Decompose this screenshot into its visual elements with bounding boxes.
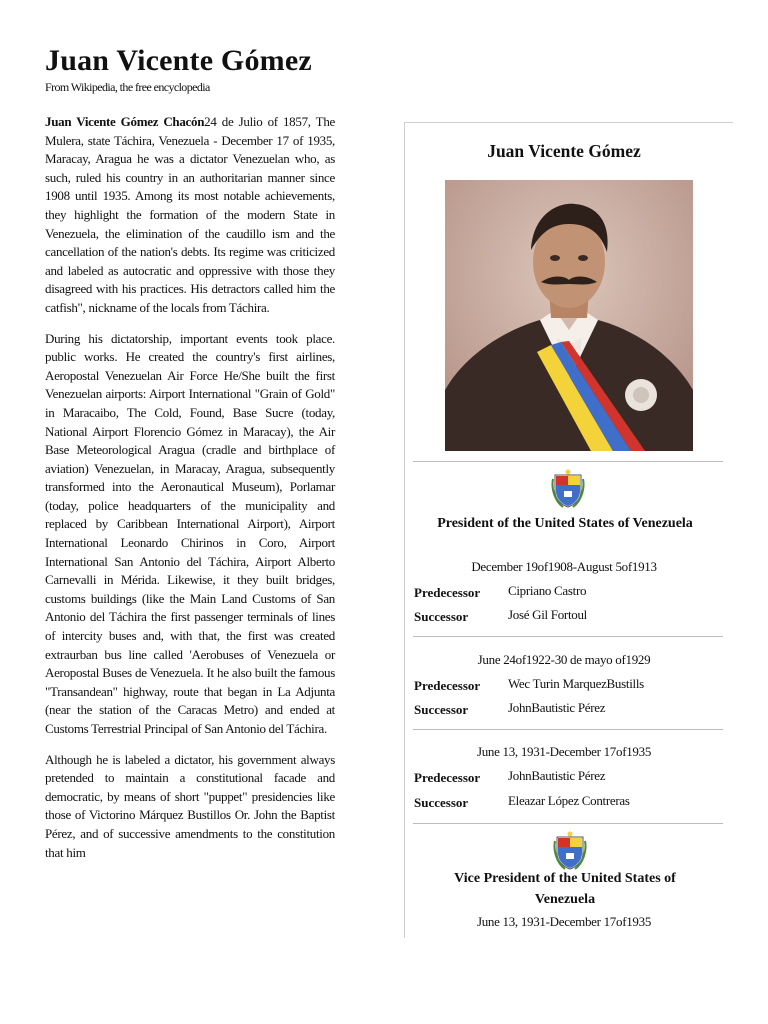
infobox-divider bbox=[413, 729, 723, 730]
predecessor-label-1: Predecessor bbox=[414, 585, 481, 600]
page-subtitle: From Wikipedia, the free encyclopedia bbox=[45, 80, 210, 94]
infobox-title: Juan Vicente Gómez bbox=[487, 141, 641, 161]
successor-label-2: Successor bbox=[414, 702, 469, 717]
successor-value-3[interactable]: Eleazar López Contreras bbox=[508, 793, 630, 808]
predecessor-label-2: Predecessor bbox=[414, 678, 481, 693]
article-paragraph-3: Although he is labeled a dictator, his government always pretended to maintain a constitutional facade and democratic, by means of short "puppet" presidencies like those of Victorino Márquez Bustillos Or. John the Baptist Pérez, and of successive amendments to the constitution that him bbox=[45, 751, 335, 860]
portrait-image bbox=[445, 180, 693, 451]
infobox-divider bbox=[413, 823, 723, 824]
successor-value-2[interactable]: JohnBautistic Pérez bbox=[508, 700, 606, 715]
successor-label-3: Successor bbox=[414, 795, 469, 810]
term-dates-2: June 24of1922-30 de mayo of1929 bbox=[477, 652, 651, 667]
coat-of-arms-of-venezuela-icon bbox=[553, 831, 587, 871]
term-dates-1: December 19of1908-August 5of1913 bbox=[471, 559, 657, 574]
infobox bbox=[404, 122, 733, 938]
infobox-divider bbox=[413, 636, 723, 637]
predecessor-value-2[interactable]: Wec Turin MarquezBustills bbox=[508, 676, 644, 691]
term-dates-3: June 13, 1931-December 17of1935 bbox=[476, 744, 652, 759]
predecessor-value-3[interactable]: JohnBautistic Pérez bbox=[508, 768, 606, 783]
article-paragraph-1 bbox=[45, 113, 335, 318]
article-body bbox=[45, 113, 335, 874]
office-title-vice-president: Vice President of the United States of Venezuela bbox=[454, 871, 676, 907]
coat-of-arms-of-venezuela-icon bbox=[551, 469, 585, 509]
successor-value-1[interactable]: José Gil Fortoul bbox=[508, 607, 587, 622]
office-title-president: President of the United States of Venezuela bbox=[437, 516, 693, 531]
term-dates-4: June 13, 1931-December 17of1935 bbox=[476, 914, 652, 929]
article-lead-text: 24 de Julio of 1857, The Mulera, state Táchira, Venezuela - December 17 of 1935, Maracay, Aragua he was a dictator Venezuelan who, as such, ruled his country in an authoritarian manner since 1908 until 1935. Among its most notable achievements, they highlight the formation of the modern State in Venezuela, the elimination of the caudillo ism and the cancellation of the nation's debts. Its regime was criticized and labeled as autocratic and oppressive with those they disagreed with his practices. His detractors called him the catfish", nickname of the locals from Táchira. bbox=[45, 114, 335, 315]
predecessor-label-3: Predecessor bbox=[414, 770, 481, 785]
article-paragraph-2: During his dictatorship, important events took place. public works. He created the country's first airlines, Aeropostal Venezuelan Air Force He/She built the first Venezuelan airports: Airport International "Grain of Gold" in Maracaibo, The Cold, Found, Base Sucre (today, National Airport Florencio Gómez in Maracay), the Air Base Meteorological Aragua (cradle and birthplace of aviation) Venezuelan, in Maracay, Aragua, subsequently transformed into the Aeronautical Museum), Porlamar (today, police headquarters of the municipality and replaced by Caribbean International Airport), Airport International Leonardo Chirinos in Coro, Airport International San Antonio del Táchira, Airport Alberto Carnevalli in Mérida. Likewise, it they built bridges, customs buildings (like the Main Land Customs of San Antonio del Táchira the first passenger terminals of lines of intercity buses and, with that, the first was created extraurban bus line called 'Aerobuses of Venezuela or Aeropostal Buses de Venezuela. It he also built the famous "Transandean" highway, route that began in La Adjunta (near the station of the Caracas Metro) and ended at Customs Terrestrial Principal of San Antonio del Táchira. bbox=[45, 330, 335, 736]
successor-label-1: Successor bbox=[414, 609, 469, 624]
page-title: Juan Vicente Gómez bbox=[45, 44, 312, 77]
predecessor-value-1[interactable]: Cipriano Castro bbox=[508, 583, 587, 598]
article-lead-bold: Juan Vicente Gómez Chacón bbox=[45, 114, 205, 129]
infobox-divider bbox=[413, 461, 723, 462]
